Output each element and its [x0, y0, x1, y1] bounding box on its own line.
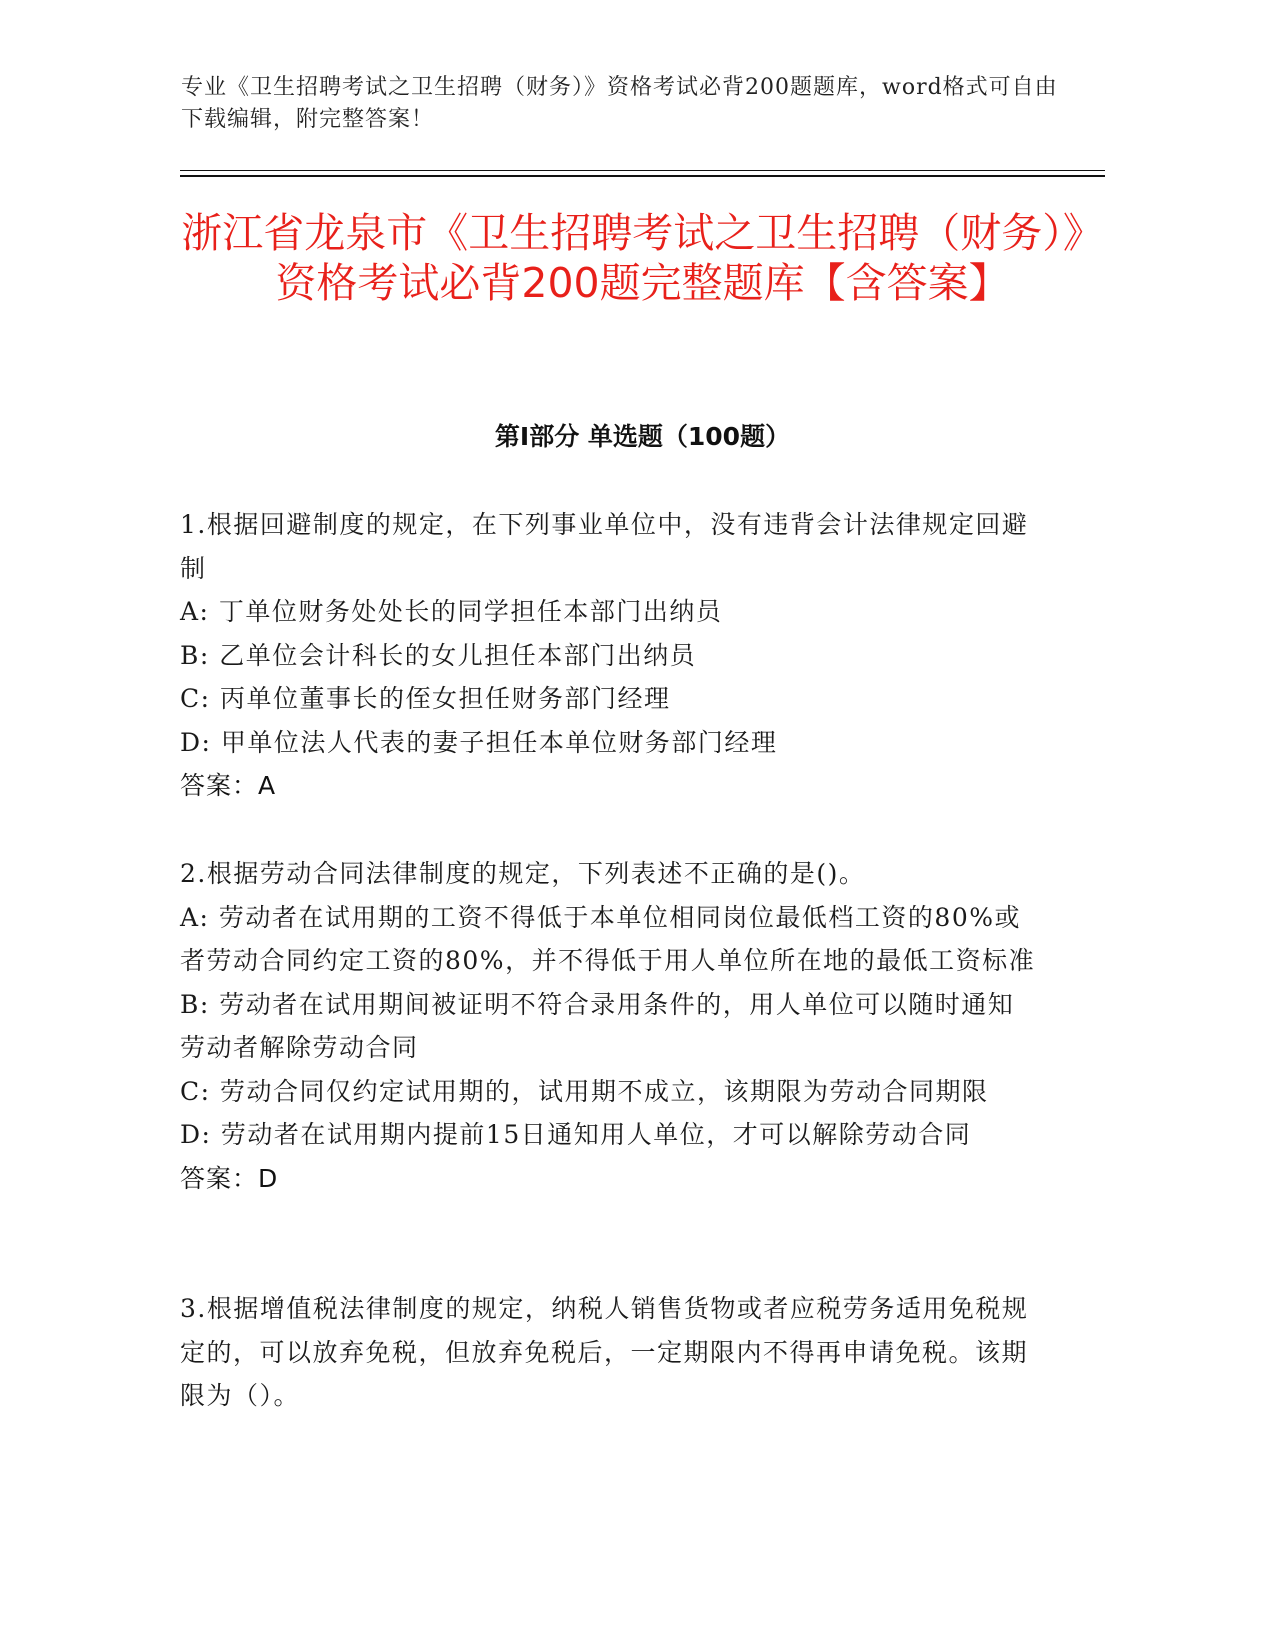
option-d: D: 劳动者在试用期内提前15日通知用人单位，才可以解除劳动合同: [180, 1120, 972, 1149]
answer: 答案：D: [180, 1163, 279, 1193]
header-divider-thick: [180, 175, 1105, 177]
option-d: D: 甲单位法人代表的妻子担任本单位财务部门经理: [180, 727, 778, 757]
question-stem: 1.根据回避制度的规定，在下列事业单位中，没有违背会计法律规定回避制: [180, 510, 1029, 583]
section-title: 第I部分 单选题（100题）: [494, 422, 791, 451]
header-note: 专业《卫生招聘考试之卫生招聘（财务）》资格考试必背200题题库，word格式可自由下载编辑，附完整答案！: [181, 75, 1058, 132]
option-a: A: 劳动者在试用期的工资不得低于本单位相同岗位最低档工资的80%或者劳动合同约定工资的80%，并不得低于用人单位所在地的最低工资标准: [180, 902, 1036, 975]
option-c: C: 劳动合同仅约定试用期的，试用期不成立，该期限为劳动合同期限: [180, 1076, 989, 1106]
question-stem: 3.根据增值税法律制度的规定，纳税人销售货物或者应税劳务适用免税规定的，可以放弃免税，但放弃免税后，一定期限内不得再申请免税。该期限为（）。: [180, 1294, 1029, 1410]
option-a: A: 丁单位财务处处长的同学担任本部门出纳员: [180, 597, 723, 626]
document-title: 浙江省龙泉市《卫生招聘考试之卫生招聘（财务）》资格考试必背200题完整题库【含答案】: [181, 209, 1104, 307]
question-stem: 2.根据劳动合同法律制度的规定，下列表述不正确的是()。: [180, 859, 866, 888]
option-c: C: 丙单位董事长的侄女担任财务部门经理: [180, 684, 671, 713]
question-1: [180, 503, 1040, 808]
question-2: [180, 852, 1040, 1200]
answer: 答案：A: [180, 771, 277, 800]
option-b: B: 劳动者在试用期间被证明不符合录用条件的，用人单位可以随时通知劳动者解除劳动合同: [180, 989, 1015, 1062]
header-divider-thin: [180, 170, 1105, 171]
question-3: [180, 1287, 1040, 1418]
option-b: B: 乙单位会计科长的女儿担任本部门出纳员: [180, 640, 697, 670]
